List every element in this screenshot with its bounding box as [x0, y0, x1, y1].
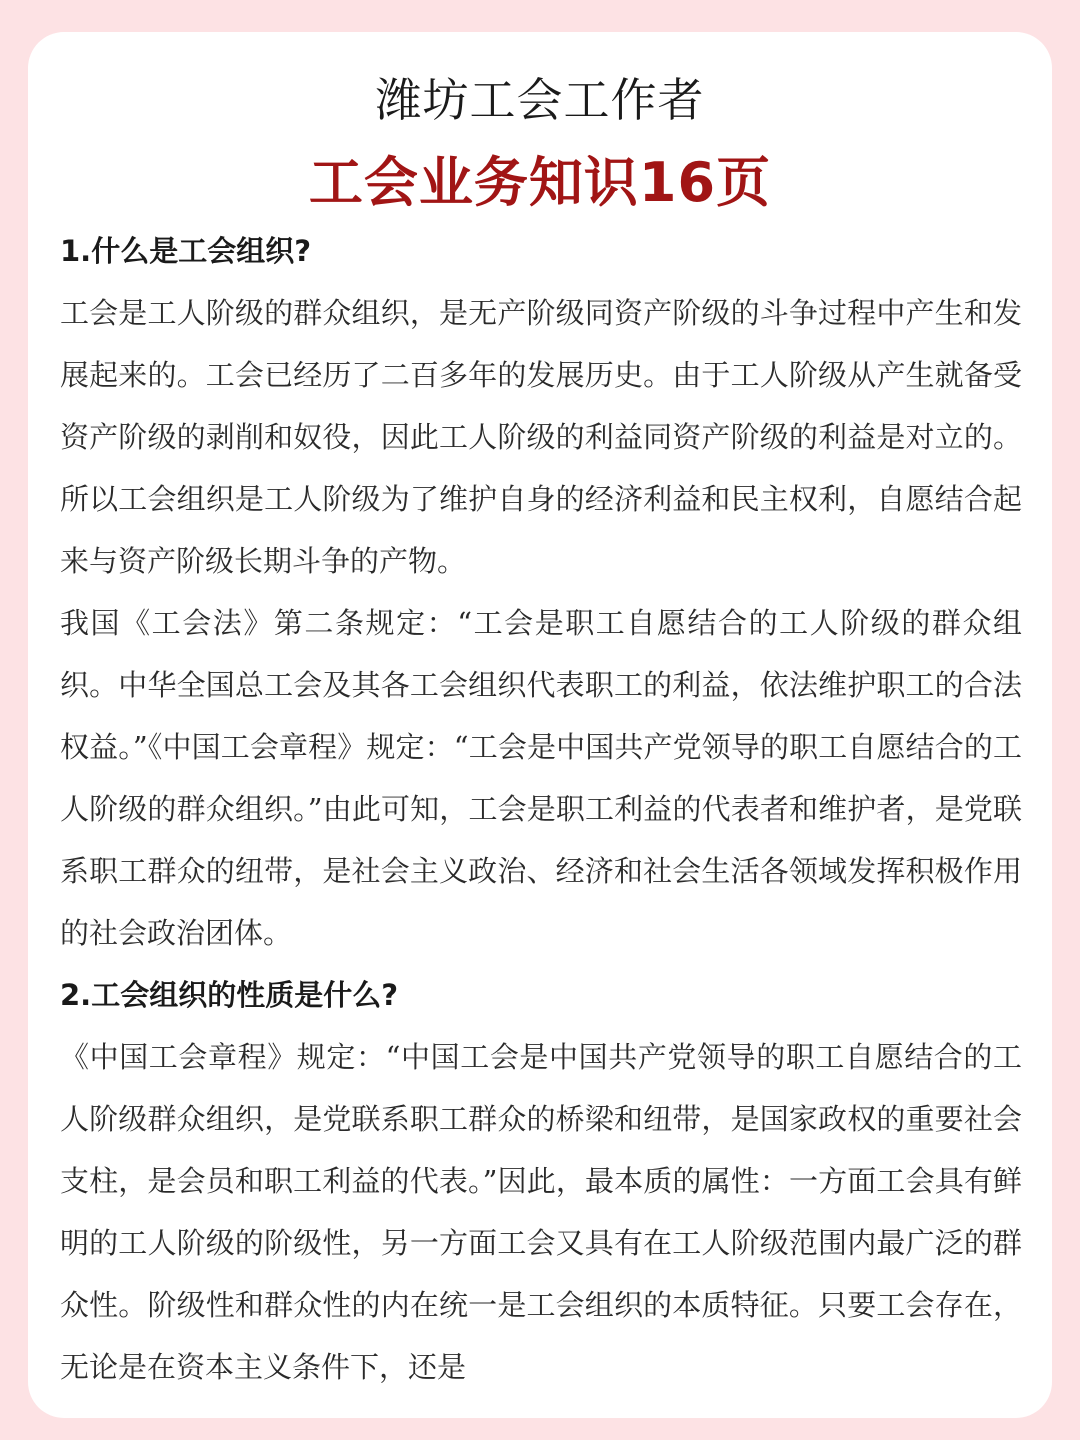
content-card: [28, 32, 1052, 1418]
question-heading-2: 2.工会组织的性质是什么?: [60, 978, 399, 1012]
paragraph-1-2: 我国《工会法》第二条规定：“工会是职工自愿结合的工人阶级的群众组织。中华全国总工会及其各工会组织代表职工的利益，依法维护职工的合法权益。”《中国工会章程》规定：“工会是中国共产党领导的职工自愿结合的工人阶级的群众组织。”由此可知，工会是职工利益的代表者和维护者，是党联系职工群众的纽带，是社会主义政治、经济和社会生活各领域发挥积极作用的社会政治团体。: [60, 606, 1022, 950]
article-body: [60, 220, 1022, 1398]
page-title: 潍坊工会工作者: [375, 73, 705, 127]
paragraph-1-1: 工会是工人阶级的群众组织，是无产阶级同资产阶级的斗争过程中产生和发展起来的。工会已经历了二百多年的发展历史。由于工人阶级从产生就备受资产阶级的剥削和奴役，因此工人阶级的利益同资产阶级的利益是对立的。 所以工会组织是工人阶级为了维护自身的经济利益和民主权利，自愿结合起来与资产阶级长期斗争的产物。: [60, 296, 1022, 578]
page-subtitle: 工会业务知识16页: [308, 151, 772, 214]
paragraph-2-1: 《中国工会章程》规定：“中国工会是中国共产党领导的职工自愿结合的工人阶级群众组织，是党联系职工群众的桥梁和纽带，是国家政权的重要社会支柱，是会员和职工利益的代表。”因此，最本质的属性：一方面工会具有鲜明的工人阶级的阶级性，另一方面工会又具有在工人阶级范围内最广泛的群众性。阶级性和群众性的内在统一是工会组织的本质特征。只要工会存在，无论是在资本主义条件下，还是: [60, 1040, 1022, 1384]
question-heading-1: 1.什么是工会组织?: [60, 234, 312, 268]
